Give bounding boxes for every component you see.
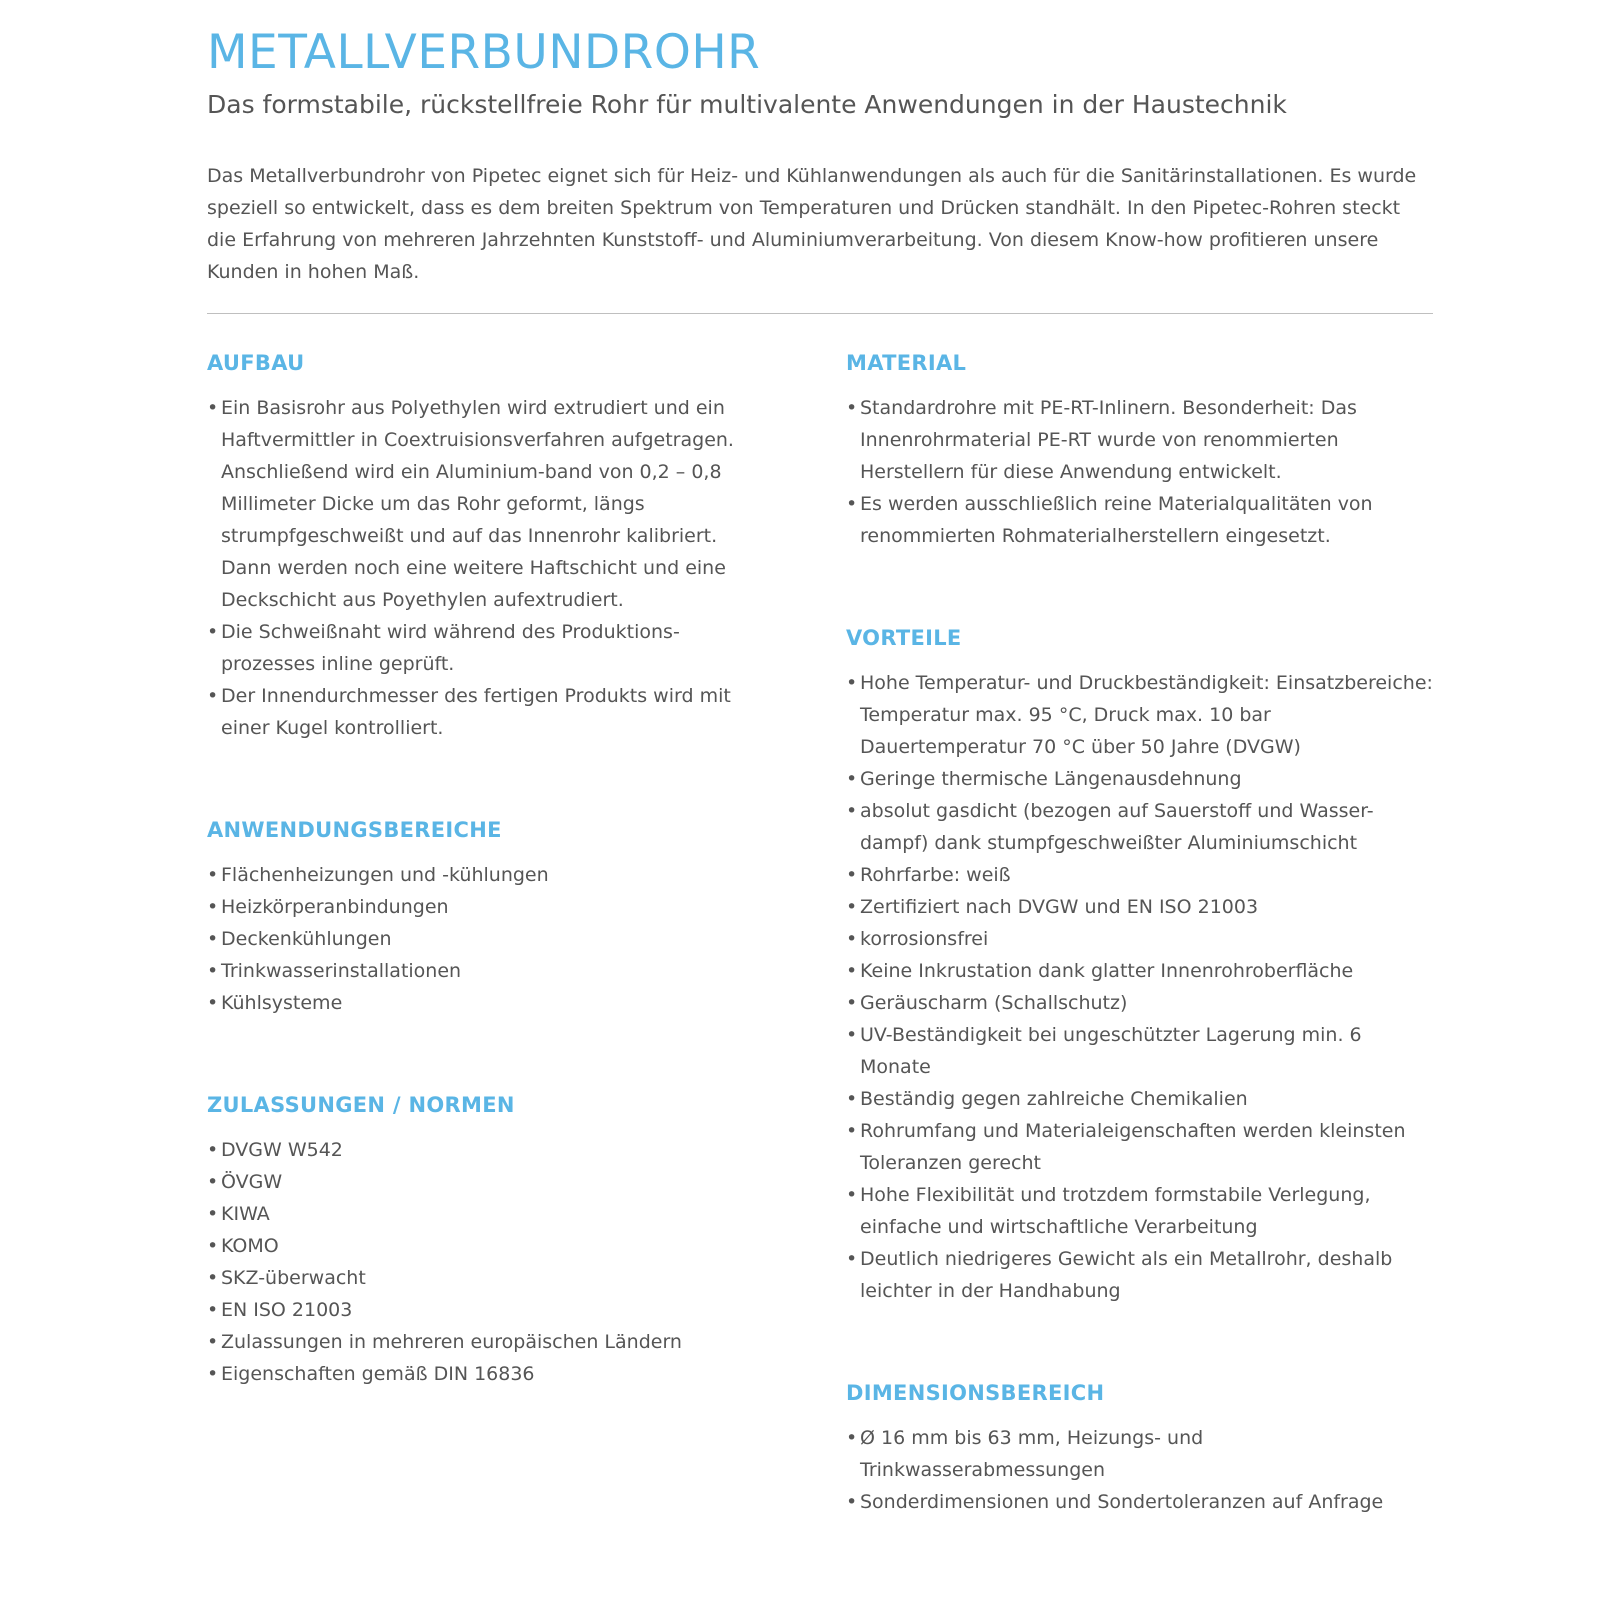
list-item: • Beständig gegen zahlreiche Chemikalien bbox=[846, 1083, 1436, 1115]
list-item: • KIWA bbox=[207, 1198, 752, 1230]
list-item: • Zulassungen in mehreren europäischen Ländern bbox=[207, 1326, 752, 1358]
section-heading: ZULASSUNGEN / NORMEN bbox=[207, 1093, 515, 1117]
section-anwendungsbereiche bbox=[207, 811, 752, 1019]
list-item: • Hohe Flexibilität und trotzdem formstabile Verlegung, einfache und wirtschaftliche Verarbeitung bbox=[846, 1179, 1436, 1243]
list-item: • korrosionsfrei bbox=[846, 923, 1436, 955]
right-column bbox=[846, 344, 1436, 1518]
list-item: • Sonderdimensionen und Sondertoleranzen auf Anfrage bbox=[846, 1486, 1436, 1518]
section-heading: ANWENDUNGSBEREICHE bbox=[207, 818, 502, 842]
list-item: • Ein Basisrohr aus Polyethylen wird extrudiert und ein Haftvermittler in Coextruisionsverfahren aufgetragen. Anschließend wird ein Aluminium-band von 0,2 – 0,8 Millimeter Dicke um das Rohr geformt, längs strumpfgeschweißt und auf das Innenrohr kalibriert. Dann werden noch eine weitere Haftschicht und eine Deckschicht aus Poyethylen aufextrudiert. bbox=[207, 392, 752, 616]
list-item: • UV-Beständigkeit bei ungeschützter Lagerung min. 6 Monate bbox=[846, 1019, 1436, 1083]
bullet-list bbox=[846, 392, 1436, 552]
section-zulassungen bbox=[207, 1086, 752, 1390]
section-material bbox=[846, 344, 1436, 552]
section-vorteile bbox=[846, 619, 1436, 1307]
list-item: • absolut gasdicht (bezogen auf Sauerstoff und Wasser-dampf) dank stumpfgeschweißter Aluminiumschicht bbox=[846, 795, 1436, 859]
list-item: • KOMO bbox=[207, 1230, 752, 1262]
list-item: • EN ISO 21003 bbox=[207, 1294, 752, 1326]
bullet-list bbox=[846, 667, 1436, 1307]
list-item: • Rohrumfang und Materialeigenschaften werden kleinsten Toleranzen gerecht bbox=[846, 1115, 1436, 1179]
list-item: • Keine Inkrustation dank glatter Innenrohroberfläche bbox=[846, 955, 1436, 987]
bullet-list bbox=[846, 1422, 1436, 1518]
page-subtitle: Das formstabile, rückstellfreie Rohr für multivalente Anwendungen in der Haustechnik bbox=[207, 90, 1287, 119]
list-item: • Standardrohre mit PE-RT-Inlinern. Besonderheit: Das Innenrohrmaterial PE-RT wurde von renommierten Herstellern für diese Anwendung entwickelt. bbox=[846, 392, 1436, 488]
list-item: • Ø 16 mm bis 63 mm, Heizungs- und Trinkwasserabmessungen bbox=[846, 1422, 1436, 1486]
section-aufbau bbox=[207, 344, 752, 744]
list-item: • SKZ-überwacht bbox=[207, 1262, 752, 1294]
list-item: • ÖVGW bbox=[207, 1166, 752, 1198]
list-item: • DVGW W542 bbox=[207, 1134, 752, 1166]
section-dimensionsbereich bbox=[846, 1374, 1436, 1518]
list-item: • Hohe Temperatur- und Druckbeständigkeit: Einsatzbereiche: Temperatur max. 95 °C, Druck max. 10 bar Dauertemperatur 70 °C über 50 Jahre (DVGW) bbox=[846, 667, 1436, 763]
section-heading: AUFBAU bbox=[207, 351, 305, 375]
list-item: • Trinkwasserinstallationen bbox=[207, 955, 752, 987]
left-column bbox=[207, 344, 752, 1390]
section-heading: DIMENSIONSBEREICH bbox=[846, 1381, 1105, 1405]
page-title: METALLVERBUNDROHR bbox=[207, 25, 761, 80]
list-item: • Heizkörperanbindungen bbox=[207, 891, 752, 923]
intro-paragraph: Das Metallverbundrohr von Pipetec eignet sich für Heiz- und Kühlanwendungen als auch für die Sanitärinstallationen. Es wurde speziell so entwickelt, dass es dem breiten Spektrum von Temperaturen und Drücken standhält. In den Pipetec-Rohren steckt die Erfahrung von mehreren Jahrzehnten Kunststoff- und Aluminiumverarbeitung. Von diesem Know-how profitieren unsere Kunden in hohen Maß. bbox=[207, 165, 1417, 283]
list-item: • Geringe thermische Längenausdehnung bbox=[846, 763, 1436, 795]
section-heading: MATERIAL bbox=[846, 351, 967, 375]
list-item: • Es werden ausschließlich reine Materialqualitäten von renommierten Rohmaterialherstellern eingesetzt. bbox=[846, 488, 1436, 552]
list-item: • Kühlsysteme bbox=[207, 987, 752, 1019]
list-item: • Rohrfarbe: weiß bbox=[846, 859, 1436, 891]
bullet-list bbox=[207, 1134, 752, 1390]
list-item: • Deckenkühlungen bbox=[207, 923, 752, 955]
list-item: • Deutlich niedrigeres Gewicht als ein Metallrohr, deshalb leichter in der Handhabung bbox=[846, 1243, 1436, 1307]
section-heading: VORTEILE bbox=[846, 626, 962, 650]
list-item: • Geräuscharm (Schallschutz) bbox=[846, 987, 1436, 1019]
list-item: • Die Schweißnaht wird während des Produktions-prozesses inline geprüft. bbox=[207, 616, 752, 680]
list-item: • Eigenschaften gemäß DIN 16836 bbox=[207, 1358, 752, 1390]
list-item: • Flächenheizungen und -kühlungen bbox=[207, 859, 752, 891]
header-divider bbox=[207, 313, 1433, 314]
bullet-list bbox=[207, 392, 752, 744]
page-header bbox=[207, 26, 1432, 314]
list-item: • Der Innendurchmesser des fertigen Produkts wird mit einer Kugel kontrolliert. bbox=[207, 680, 752, 744]
list-item: • Zertifiziert nach DVGW und EN ISO 21003 bbox=[846, 891, 1436, 923]
bullet-list bbox=[207, 859, 752, 1019]
